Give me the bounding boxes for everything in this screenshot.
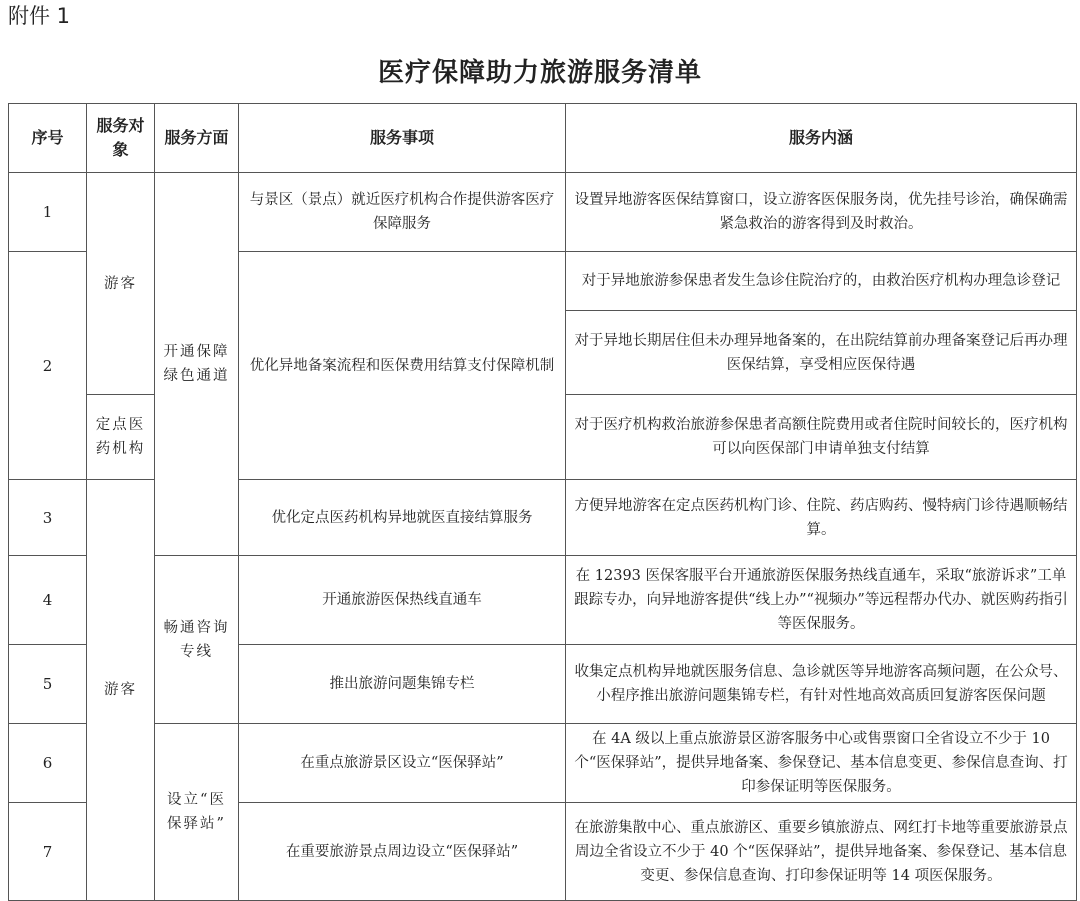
row-number: 4 xyxy=(9,556,87,645)
service-item: 在重要旅游景点周边设立“医保驿站” xyxy=(239,803,566,901)
attachment-label: 附件 1 xyxy=(8,4,71,28)
row-number: 6 xyxy=(9,724,87,803)
document-title: 医疗保障助力旅游服务清单 xyxy=(377,58,702,88)
service-aspect: 设立“医保驿站” xyxy=(155,724,239,901)
service-item: 在重点旅游景区设立“医保驿站” xyxy=(239,724,566,803)
service-item: 与景区（景点）就近医疗机构合作提供游客医疗保障服务 xyxy=(239,173,566,252)
col-header-aspect: 服务方面 xyxy=(155,104,239,173)
col-header-no: 序号 xyxy=(9,104,87,173)
row-number: 7 xyxy=(9,803,87,901)
table-header-row xyxy=(9,104,1077,173)
row-number: 3 xyxy=(9,480,87,556)
table-row xyxy=(9,556,1077,645)
col-header-content: 服务内涵 xyxy=(566,104,1077,173)
service-object: 定点医药机构 xyxy=(87,395,155,480)
service-content: 对于异地旅游参保患者发生急诊住院治疗的，由救治医疗机构办理急诊登记 xyxy=(566,252,1077,311)
service-aspect: 畅通咨询专线 xyxy=(155,556,239,724)
service-item: 优化异地备案流程和医保费用结算支付保障机制 xyxy=(239,252,566,480)
service-object: 游客 xyxy=(87,173,155,395)
service-content: 设置异地游客医保结算窗口，设立游客医保服务岗，优先挂号诊治，确保确需紧急救治的游客得到及时救治。 xyxy=(566,173,1077,252)
table-row xyxy=(9,173,1077,252)
row-number: 1 xyxy=(9,173,87,252)
service-item: 优化定点医药机构异地就医直接结算服务 xyxy=(239,480,566,556)
service-list-table xyxy=(8,103,1077,901)
service-content: 对于医疗机构救治旅游参保患者高额住院费用或者住院时间较长的，医疗机构可以向医保部门申请单独支付结算 xyxy=(566,395,1077,480)
service-object: 游客 xyxy=(87,480,155,901)
service-content: 方便异地游客在定点医药机构门诊、住院、药店购药、慢特病门诊待遇顺畅结算。 xyxy=(566,480,1077,556)
table-row xyxy=(9,724,1077,803)
service-item: 开通旅游医保热线直通车 xyxy=(239,556,566,645)
service-content: 在旅游集散中心、重点旅游区、重要乡镇旅游点、网红打卡地等重要旅游景点周边全省设立不少于 40 个“医保驿站”，提供异地备案、参保登记、基本信息变更、参保信息查询、打印参保证明等 14 项医保服务。 xyxy=(566,803,1077,901)
service-item: 推出旅游问题集锦专栏 xyxy=(239,645,566,724)
service-content: 对于异地长期居住但未办理异地备案的，在出院结算前办理备案登记后再办理医保结算，享受相应医保待遇 xyxy=(566,311,1077,395)
row-number: 2 xyxy=(9,252,87,480)
service-content: 在 12393 医保客服平台开通旅游医保服务热线直通车，采取“旅游诉求”工单跟踪专办，向异地游客提供“线上办”“视频办”等远程帮办代办、就医购药指引等医保服务。 xyxy=(566,556,1077,645)
service-content: 在 4A 级以上重点旅游景区游客服务中心或售票窗口全省设立不少于 10 个“医保驿站”，提供异地备案、参保登记、基本信息变更、参保信息查询、打印参保证明等医保服务。 xyxy=(566,724,1077,803)
service-aspect: 开通保障绿色通道 xyxy=(155,173,239,556)
service-content: 收集定点机构异地就医服务信息、急诊就医等异地游客高频问题，在公众号、小程序推出旅游问题集锦专栏，有针对性地高效高质回复游客医保问题 xyxy=(566,645,1077,724)
row-number: 5 xyxy=(9,645,87,724)
col-header-object: 服务对象 xyxy=(87,104,155,173)
col-header-item: 服务事项 xyxy=(239,104,566,173)
